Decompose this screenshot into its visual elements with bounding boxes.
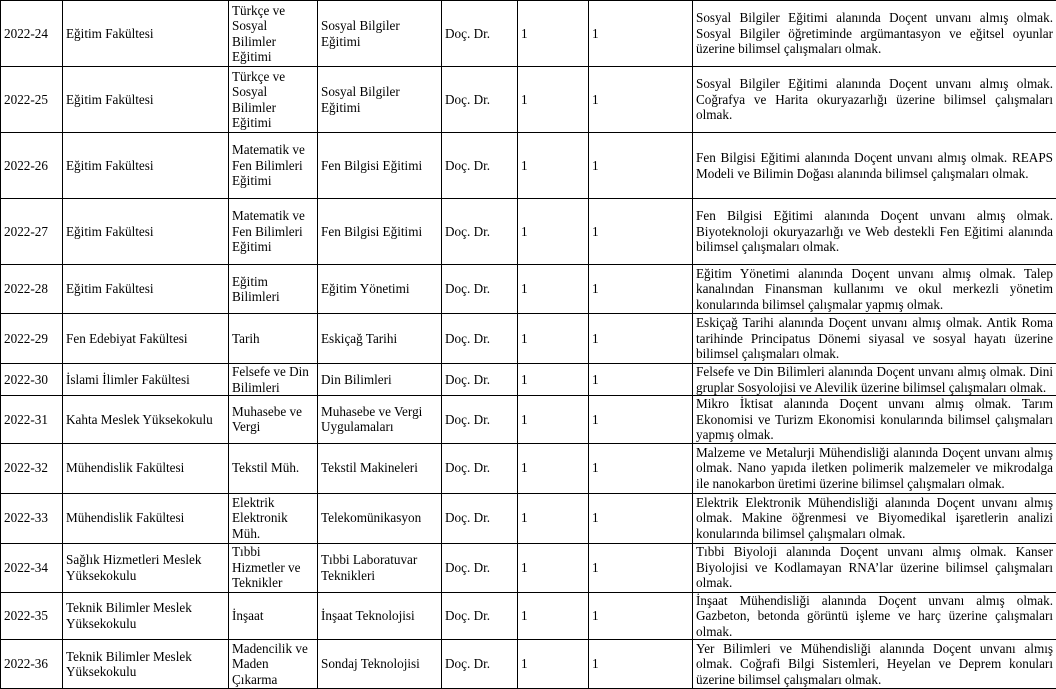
position-count-2-cell: 1 [589, 199, 693, 265]
position-requirements-cell: Fen Bilgisi Eğitimi alanında Doçent unvanı almış olmak. REAPS Modeli ve Bilimin Doğası alanında bilimsel çalışmaları olmak. [693, 133, 1056, 199]
position-code-cell: 2022-25 [1, 67, 63, 133]
table-row [1, 443, 1056, 493]
position-count-cell: 1 [518, 199, 589, 265]
position-count-cell: 1 [518, 314, 589, 364]
table-row [1, 67, 1056, 133]
position-requirements-cell: Sosyal Bilgiler Eğitimi alanında Doçent unvanı almış olmak. Sosyal Bilgiler öğretiminde argümantasyon ve eğitsel oyunlar üzerine bilimsel çalışmaları olmak. [693, 1, 1056, 67]
program-name-cell: Sosyal Bilgiler Eğitimi [318, 67, 442, 133]
position-code-cell: 2022-28 [1, 265, 63, 314]
position-code-cell: 2022-32 [1, 443, 63, 493]
program-name-cell: Sondaj Teknolojisi [318, 640, 442, 689]
position-code-cell: 2022-29 [1, 314, 63, 364]
position-code-cell: 2022-30 [1, 364, 63, 396]
position-code-cell: 2022-35 [1, 592, 63, 640]
position-count-cell: 1 [518, 443, 589, 493]
table-row [1, 199, 1056, 265]
faculty-name-cell: Eğitim Fakültesi [63, 133, 229, 199]
program-name-cell: Tıbbi Laboratuvar Teknikleri [318, 543, 442, 592]
position-count-cell: 1 [518, 592, 589, 640]
faculty-name-cell: Teknik Bilimler Meslek Yüksekokulu [63, 592, 229, 640]
department-name-cell: Tıbbi Hizmetler ve Teknikler [229, 543, 318, 592]
academic-title-cell: Doç. Dr. [442, 265, 518, 314]
program-name-cell: İnşaat Teknolojisi [318, 592, 442, 640]
position-code-cell: 2022-36 [1, 640, 63, 689]
position-count-cell: 1 [518, 543, 589, 592]
academic-title-cell: Doç. Dr. [442, 493, 518, 543]
position-requirements-cell: Eskiçağ Tarihi alanında Doçent unvanı almış olmak. Antik Roma tarihinde Principatus Dönemi siyasal ve sosyal hayatı üzerine bilimsel çalışmaları olmak. [693, 314, 1056, 364]
department-name-cell: Muhasebe ve Vergi [229, 396, 318, 444]
position-count-cell: 1 [518, 1, 589, 67]
position-requirements-cell: Elektrik Elektronik Mühendisliği alanında Doçent unvanı almış olmak. Makine öğrenmesi ve Biyomedikal işaretlerin analizi konularında bilimsel çalışmaları olmak. [693, 493, 1056, 543]
department-name-cell: Eğitim Bilimleri [229, 265, 318, 314]
faculty-name-cell: Mühendislik Fakültesi [63, 493, 229, 543]
academic-title-cell: Doç. Dr. [442, 1, 518, 67]
position-code-cell: 2022-26 [1, 133, 63, 199]
position-count-2-cell: 1 [589, 265, 693, 314]
program-name-cell: Fen Bilgisi Eğitimi [318, 133, 442, 199]
position-count-cell: 1 [518, 364, 589, 396]
program-name-cell: Eskiçağ Tarihi [318, 314, 442, 364]
program-name-cell: Fen Bilgisi Eğitimi [318, 199, 442, 265]
position-requirements-cell: Yer Bilimleri ve Mühendisliği alanında Doçent unvanı almış olmak. Coğrafi Bilgi Sistemleri, Heyelan ve Deprem konuları üzerine bilimsel çalışmaları olmak. [693, 640, 1056, 689]
table-row [1, 265, 1056, 314]
position-count-2-cell: 1 [589, 640, 693, 689]
department-name-cell: Tarih [229, 314, 318, 364]
position-requirements-cell: Sosyal Bilgiler Eğitimi alanında Doçent unvanı almış olmak. Coğrafya ve Harita okuryazarlığı üzerine bilimsel çalışmaları olmak. [693, 67, 1056, 133]
program-name-cell: Tekstil Makineleri [318, 443, 442, 493]
position-count-2-cell: 1 [589, 396, 693, 444]
position-count-cell: 1 [518, 396, 589, 444]
academic-title-cell: Doç. Dr. [442, 364, 518, 396]
academic-title-cell: Doç. Dr. [442, 592, 518, 640]
position-count-2-cell: 1 [589, 592, 693, 640]
department-name-cell: Felsefe ve Din Bilimleri [229, 364, 318, 396]
faculty-name-cell: Kahta Meslek Yüksekokulu [63, 396, 229, 444]
faculty-name-cell: Eğitim Fakültesi [63, 199, 229, 265]
faculty-name-cell: Eğitim Fakültesi [63, 1, 229, 67]
academic-title-cell: Doç. Dr. [442, 199, 518, 265]
program-name-cell: Muhasebe ve Vergi Uygulamaları [318, 396, 442, 444]
position-count-cell: 1 [518, 265, 589, 314]
position-code-cell: 2022-31 [1, 396, 63, 444]
position-count-2-cell: 1 [589, 493, 693, 543]
department-name-cell: Türkçe ve Sosyal Bilimler Eğitimi [229, 1, 318, 67]
table-row [1, 493, 1056, 543]
position-code-cell: 2022-24 [1, 1, 63, 67]
table-row [1, 133, 1056, 199]
position-requirements-cell: Fen Bilgisi Eğitimi alanında Doçent unvanı almış olmak. Biyoteknoloji okuryazarlığı ve Web destekli Fen Eğitimi alanında bilimsel çalışmaları olmak. [693, 199, 1056, 265]
faculty-name-cell: Eğitim Fakültesi [63, 265, 229, 314]
position-requirements-cell: Felsefe ve Din Bilimleri alanında Doçent unvanı almış olmak. Dini gruplar Sosyolojisi ve Alevilik üzerine bilimsel çalışmaları olmak. [693, 364, 1056, 396]
department-name-cell: Tekstil Müh. [229, 443, 318, 493]
position-count-2-cell: 1 [589, 364, 693, 396]
position-count-2-cell: 1 [589, 67, 693, 133]
faculty-name-cell: Eğitim Fakültesi [63, 67, 229, 133]
position-count-2-cell: 1 [589, 443, 693, 493]
position-code-cell: 2022-34 [1, 543, 63, 592]
table-body [1, 1, 1056, 689]
table-row [1, 314, 1056, 364]
position-requirements-cell: İnşaat Mühendisliği alanında Doçent unvanı almış olmak. Gazbeton, betonda görüntü işleme ve harç üzerine çalışmaları olmak. [693, 592, 1056, 640]
table-row [1, 640, 1056, 689]
academic-title-cell: Doç. Dr. [442, 396, 518, 444]
position-count-2-cell: 1 [589, 314, 693, 364]
faculty-name-cell: Sağlık Hizmetleri Meslek Yüksekokulu [63, 543, 229, 592]
department-name-cell: Türkçe ve Sosyal Bilimler Eğitimi [229, 67, 318, 133]
position-count-2-cell: 1 [589, 1, 693, 67]
table-row [1, 1, 1056, 67]
academic-title-cell: Doç. Dr. [442, 133, 518, 199]
position-code-cell: 2022-27 [1, 199, 63, 265]
department-name-cell: İnşaat [229, 592, 318, 640]
position-requirements-cell: Mikro İktisat alanında Doçent unvanı almış olmak. Tarım Ekonomisi ve Turizm Ekonomisi konularında bilimsel çalışmaları yapmış olmak. [693, 396, 1056, 444]
faculty-name-cell: Teknik Bilimler Meslek Yüksekokulu [63, 640, 229, 689]
academic-title-cell: Doç. Dr. [442, 314, 518, 364]
program-name-cell: Telekomünikasyon [318, 493, 442, 543]
table-row [1, 592, 1056, 640]
faculty-name-cell: Fen Edebiyat Fakültesi [63, 314, 229, 364]
position-code-cell: 2022-33 [1, 493, 63, 543]
position-count-2-cell: 1 [589, 133, 693, 199]
academic-title-cell: Doç. Dr. [442, 640, 518, 689]
position-count-cell: 1 [518, 67, 589, 133]
position-count-cell: 1 [518, 493, 589, 543]
faculty-name-cell: Mühendislik Fakültesi [63, 443, 229, 493]
table-row [1, 543, 1056, 592]
program-name-cell: Din Bilimleri [318, 364, 442, 396]
department-name-cell: Matematik ve Fen Bilimleri Eğitimi [229, 199, 318, 265]
position-requirements-cell: Malzeme ve Metalurji Mühendisliği alanında Doçent unvanı almış olmak. Nano yapıda iletken polimerik malzemeler ve mikrodalga ile nanokarbon üretimi üzerine bilimsel çalışmaları olmak. [693, 443, 1056, 493]
academic-title-cell: Doç. Dr. [442, 67, 518, 133]
academic-title-cell: Doç. Dr. [442, 543, 518, 592]
department-name-cell: Elektrik Elektronik Müh. [229, 493, 318, 543]
department-name-cell: Madencilik ve Maden Çıkarma [229, 640, 318, 689]
position-count-cell: 1 [518, 640, 589, 689]
department-name-cell: Matematik ve Fen Bilimleri Eğitimi [229, 133, 318, 199]
position-requirements-cell: Tıbbi Biyoloji alanında Doçent unvanı almış olmak. Kanser Biyolojisi ve Kodlamayan RNA’lar üzerine bilimsel çalışmaları olmak. [693, 543, 1056, 592]
academic-title-cell: Doç. Dr. [442, 443, 518, 493]
position-count-cell: 1 [518, 133, 589, 199]
faculty-name-cell: İslami İlimler Fakültesi [63, 364, 229, 396]
position-requirements-cell: Eğitim Yönetimi alanında Doçent unvanı almış olmak. Talep kanalından Finansman kullanımı ve okul merkezli yönetim konularında bilimsel çalışmalar yapmış olmak. [693, 265, 1056, 314]
table-row [1, 364, 1056, 396]
program-name-cell: Sosyal Bilgiler Eğitimi [318, 1, 442, 67]
program-name-cell: Eğitim Yönetimi [318, 265, 442, 314]
position-count-2-cell: 1 [589, 543, 693, 592]
table-row [1, 396, 1056, 444]
